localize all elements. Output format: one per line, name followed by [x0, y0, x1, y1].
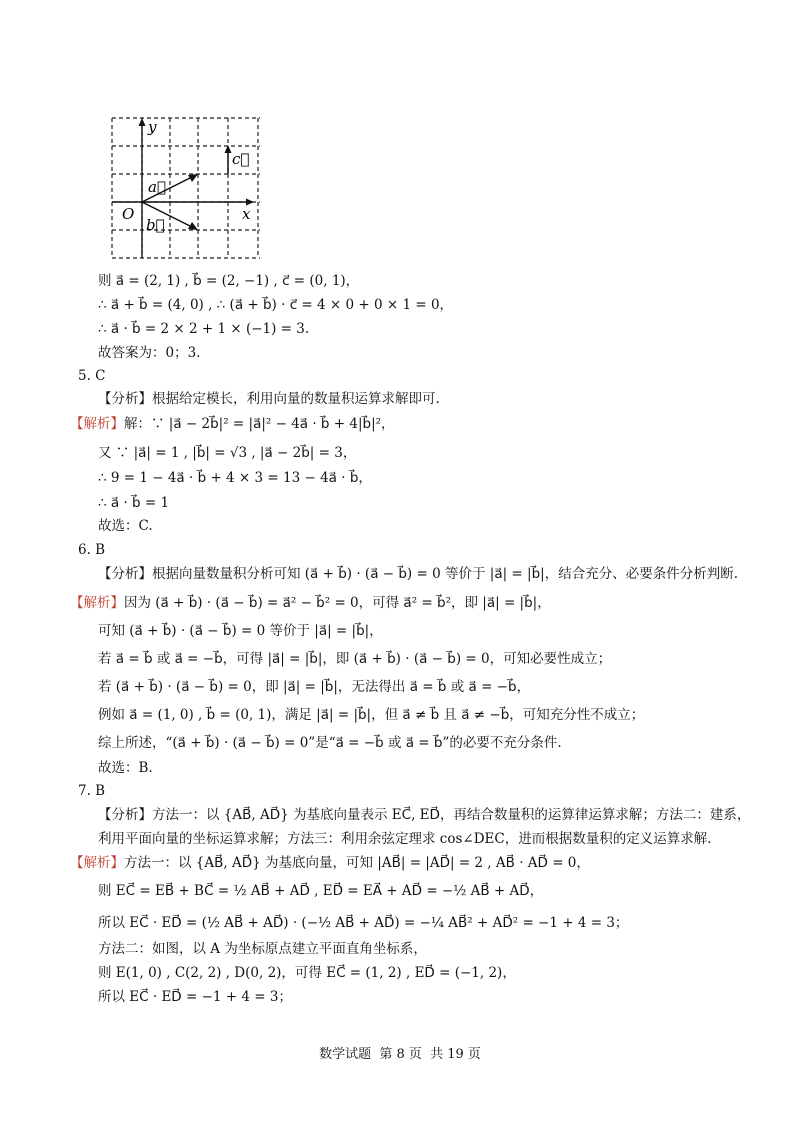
analysis-tag: 【解析】 [70, 595, 124, 611]
line-text: 可知 (a⃗ + b⃗) · (a⃗ − b⃗) = 0 等价于 |a⃗| = |b⃗|， [98, 623, 383, 639]
text-line [98, 622, 383, 640]
line-text: ∴ a⃗ · b⃗ = 1 [98, 495, 170, 511]
text-line [78, 367, 106, 385]
line-text: 7. B [78, 783, 106, 799]
vector-grid-figure [108, 112, 264, 266]
line-text: 方法一：以 {AB⃗, AD⃗} 为基底向量，可知 |AB⃗| = |AD⃗| = 2 , AB⃗ · AD⃗ = 0， [124, 855, 590, 871]
text-line [98, 964, 516, 982]
line-text: 5. C [78, 368, 106, 384]
label-x: x [242, 205, 251, 223]
line-text: 若 a⃗ = b⃗ 或 a⃗ = −b⃗，可得 |a⃗| = |b⃗|，即 (a⃗ + b⃗) · (a⃗ − b⃗) = 0，可知必要性成立； [98, 651, 612, 667]
line-text: 【分析】方法一：以 {AB⃗, AD⃗} 为基底向量表示 EC⃗, ED⃗，再结合数量积的运算律运算求解；方法二：建系， [98, 807, 751, 823]
text-line [98, 806, 750, 824]
line-text: 则 E(1, 0) , C(2, 2) , D(0, 2)，可得 EC⃗ = (1, 2) , ED⃗ = (−1, 2)， [98, 965, 516, 981]
text-line [98, 830, 712, 848]
text-line [98, 759, 153, 777]
line-text: 【分析】根据向量数量积分析可知 (a⃗ + b⃗) · (a⃗ − b⃗) = 0 等价于 |a⃗| = |b⃗|，结合充分、必要条件分析判断. [98, 566, 738, 582]
line-text: 方法二：如图，以 A 为坐标原点建立平面直角坐标系， [98, 941, 427, 957]
line-text: 综上所述，“(a⃗ + b⃗) · (a⃗ − b⃗) = 0”是“a⃗ = −b⃗ 或 a⃗ = b⃗”的必要不充分条件. [98, 735, 562, 751]
text-line [98, 734, 562, 752]
text-line [98, 390, 440, 408]
line-text: 所以 EC⃗ · ED⃗ = (½ AB⃗ + AD⃗) · (−½ AB⃗ + AD⃗) = −¼ AB⃗² + AD⃗² = −1 + 4 = 3； [98, 915, 629, 931]
label-origin: O [122, 205, 135, 223]
text-line [70, 594, 551, 612]
y-axis-arrow-icon [139, 118, 146, 126]
line-text: 6. B [78, 542, 106, 558]
grid-lines [112, 118, 260, 258]
text-line [98, 320, 309, 338]
text-line [78, 782, 105, 800]
line-text: 利用平面向量的坐标运算求解；方法三：利用余弦定理求 cos∠DEC，进而根据数量积的定义运算求解. [98, 831, 712, 847]
line-text: 若 (a⃗ + b⃗) · (a⃗ − b⃗) = 0，即 |a⃗| = |b⃗|，无法得出 a⃗ = b⃗ 或 a⃗ = −b⃗， [98, 679, 531, 695]
text-line [98, 469, 372, 487]
text-line [98, 706, 644, 724]
line-text: 故选：C. [98, 518, 153, 534]
line-text: ∴ a⃗ + b⃗ = (4, 0) , ∴ (a⃗ + b⃗) · c⃗ = 4 × 0 + 0 × 1 = 0， [98, 297, 454, 313]
text-line [98, 272, 359, 290]
page-footer: 数学试题 第 8 页 共 19 页 [319, 1047, 481, 1062]
text-line [98, 914, 628, 932]
text-line [98, 940, 427, 958]
line-text: 所以 EC⃗ · ED⃗ = −1 + 4 = 3； [98, 989, 292, 1005]
analysis-tag: 【解析】 [70, 416, 124, 432]
label-b: b⃗ [146, 216, 165, 234]
text-line [70, 854, 590, 872]
text-line [98, 882, 543, 900]
text-line [98, 565, 738, 583]
line-text: 则 a⃗ = (2, 1) , b⃗ = (2, −1) , c⃗ = (0, 1)， [98, 273, 360, 289]
text-line [98, 296, 453, 314]
text-line [98, 650, 611, 668]
line-text: 解：∵ |a⃗ − 2b⃗|² = |a⃗|² − 4a⃗ · b⃗ + 4|b⃗|²， [124, 416, 395, 432]
text-line [70, 415, 395, 433]
text-line [98, 678, 530, 696]
line-text: 又 ∵ |a⃗| = 1 , |b⃗| = √3 , |a⃗ − 2b⃗| = 3， [98, 445, 357, 461]
line-text: 例如 a⃗ = (1, 0) , b⃗ = (0, 1)，满足 |a⃗| = |b⃗|，但 a⃗ ≠ b⃗ 且 a⃗ ≠ −b⃗，可知充分性不成立； [98, 707, 645, 723]
text-line [78, 541, 105, 559]
line-text: 则 EC⃗ = EB⃗ + BC⃗ = ½ AB⃗ + AD⃗ , ED⃗ = EA⃗ + AD⃗ = −½ AB⃗ + AD⃗， [98, 883, 544, 899]
line-text: 故选：B. [98, 760, 153, 776]
line-text: 因为 (a⃗ + b⃗) · (a⃗ − b⃗) = a⃗² − b⃗² = 0，可得 a⃗² = b⃗²，即 |a⃗| = |b⃗|， [124, 595, 551, 611]
analysis-tag: 【解析】 [70, 855, 124, 871]
text-line [98, 494, 169, 512]
text-line [98, 988, 292, 1006]
line-text: 故答案为：0；3. [98, 345, 201, 361]
text-line [98, 444, 356, 462]
label-c: c⃗ [232, 150, 250, 168]
line-text: 【分析】根据给定模长，利用向量的数量积运算求解即可. [98, 391, 440, 407]
text-line [98, 344, 200, 362]
text-line [98, 517, 153, 535]
line-text: ∴ 9 = 1 − 4a⃗ · b⃗ + 4 × 3 = 13 − 4a⃗ · b⃗， [98, 470, 372, 486]
label-a: a⃗ [148, 178, 166, 196]
label-y: y [148, 118, 157, 136]
line-text: ∴ a⃗ · b⃗ = 2 × 2 + 1 × (−1) = 3. [98, 321, 310, 337]
